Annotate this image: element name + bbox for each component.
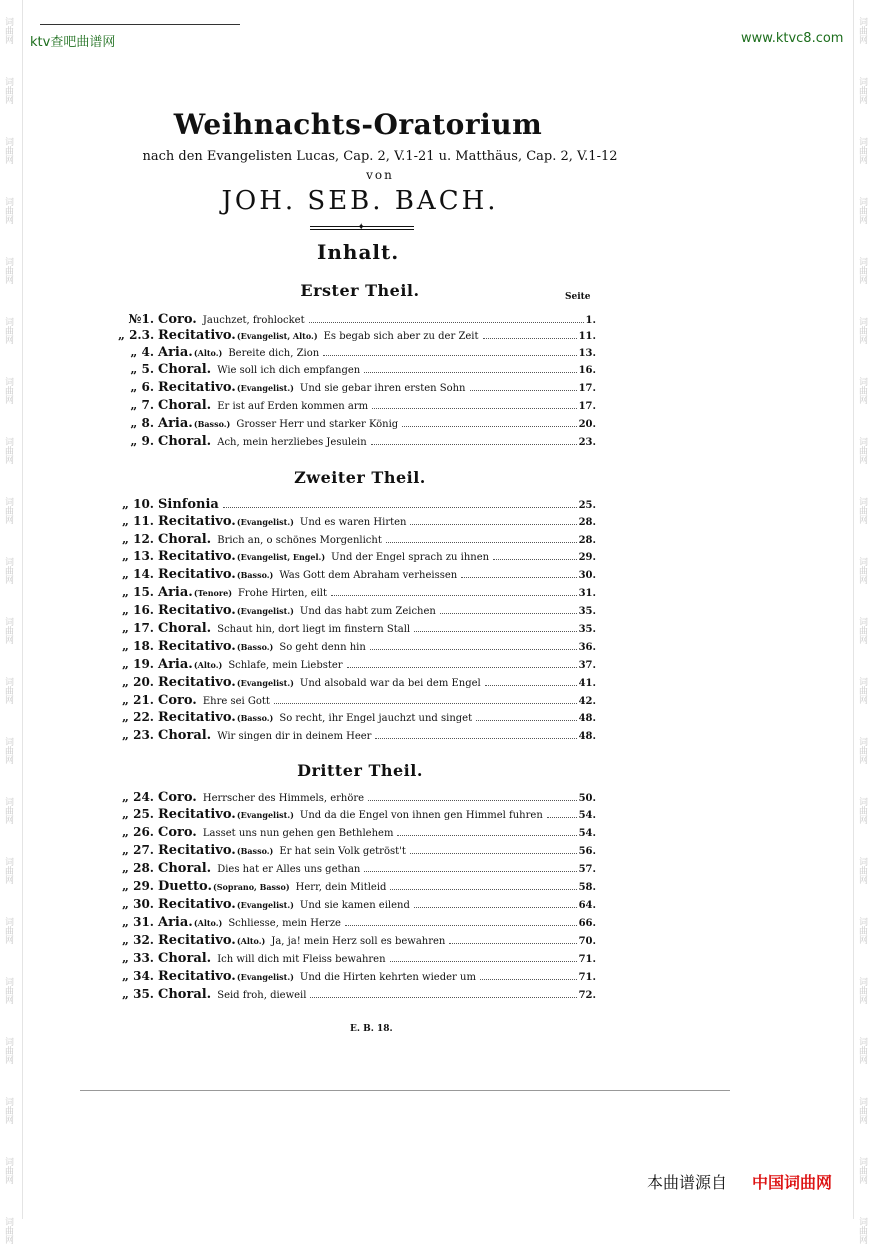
contents-entry — [118, 398, 596, 415]
entry-number: „ 34. — [122, 969, 154, 983]
entry-page-number: 23. — [578, 437, 596, 448]
contents-entry — [118, 790, 596, 807]
entry-movement-type: Choral. — [158, 434, 212, 449]
entry-movement-type: Choral. — [158, 987, 212, 1002]
entry-page-number: 25. — [578, 500, 596, 511]
entry-movement-type: Recitativo. — [158, 567, 236, 582]
dot-leader — [347, 667, 577, 668]
entry-number: „ 33. — [122, 951, 154, 965]
ornament-icon: ✦ — [357, 222, 366, 233]
entry-voice: (Basso.) — [236, 570, 274, 580]
contents-entry — [118, 915, 596, 932]
contents-entry — [118, 897, 596, 914]
entry-movement-type: Choral. — [158, 861, 212, 876]
entry-incipit: Und der Engel sprach zu ihnen — [331, 552, 490, 563]
entry-incipit: Und das habt zum Zeichen — [299, 606, 436, 617]
dot-leader — [483, 338, 577, 339]
watermark-footer-right: 中国词曲网 — [752, 1173, 833, 1192]
entry-movement-type: Coro. — [158, 312, 197, 327]
entry-page-number: 72. — [578, 990, 596, 1001]
entry-voice: (Evangelist.) — [236, 383, 294, 393]
entry-voice: (Evangelist.) — [236, 810, 294, 820]
entry-movement-type: Recitativo. — [158, 603, 236, 618]
entry-movement-type: Choral. — [158, 532, 212, 547]
entry-page-number: 17. — [578, 383, 596, 394]
entry-number: „ 10. — [122, 497, 154, 511]
entry-movement-type: Choral. — [158, 728, 212, 743]
watermark-glyphs: 词曲网 — [857, 616, 867, 644]
contents-entry — [118, 514, 596, 531]
entry-voice: (Soprano, Basso) — [212, 882, 290, 892]
contents-entry — [118, 675, 596, 692]
entry-page-number: 16. — [578, 365, 596, 376]
entry-incipit: Seid froh, dieweil — [217, 990, 307, 1001]
entry-number: „ 12. — [122, 532, 154, 546]
entry-incipit: Bereite dich, Zion — [228, 348, 320, 359]
entry-movement-type: Recitativo. — [158, 710, 236, 725]
entry-page-number: 54. — [578, 828, 596, 839]
watermark-column-right — [856, 0, 874, 1244]
entry-page-number: 13. — [578, 348, 596, 359]
watermark-glyphs: 词曲网 — [3, 796, 13, 824]
dot-leader — [364, 871, 576, 872]
entry-number: „ 26. — [122, 825, 154, 839]
contents-entry — [118, 825, 596, 842]
entry-incipit: Ach, mein herzliebes Jesulein — [217, 437, 367, 448]
entry-number: „ 6. — [130, 380, 154, 394]
page-column-label: Seite — [565, 292, 591, 302]
watermark-glyphs: 词曲网 — [857, 916, 867, 944]
dot-leader — [410, 524, 576, 525]
entry-page-number: 28. — [578, 535, 596, 546]
entry-movement-type: Aria. — [158, 657, 193, 672]
section-heading-2: Zweiter Theil. — [294, 468, 426, 487]
page-edge-left — [22, 0, 23, 1219]
watermark-glyphs: 词曲网 — [3, 556, 13, 584]
entry-number: „ 24. — [122, 790, 154, 804]
watermark-site-left: ktv查吧曲谱网 — [30, 35, 116, 50]
watermark-glyphs: 词曲网 — [3, 676, 13, 704]
watermark-glyphs: 词曲网 — [857, 796, 867, 824]
entry-page-number: 17. — [578, 401, 596, 412]
dot-leader — [309, 322, 584, 323]
entry-page-number: 28. — [578, 517, 596, 528]
dot-leader — [449, 943, 576, 944]
entry-page-number: 41. — [578, 678, 596, 689]
entry-incipit: Dies hat er Alles uns gethan — [217, 864, 361, 875]
watermark-glyphs: 词曲网 — [3, 916, 13, 944]
dot-leader — [390, 961, 577, 962]
watermark-glyphs: 词曲网 — [857, 676, 867, 704]
entry-voice: (Evangelist, Alto.) — [236, 331, 318, 341]
watermark-glyphs: 词曲网 — [857, 256, 867, 284]
entry-number: „ 30. — [122, 897, 154, 911]
entry-page-number: 48. — [578, 731, 596, 742]
entry-incipit: So recht, ihr Engel jauchzt und singet — [279, 713, 473, 724]
contents-entry — [118, 710, 596, 727]
entry-voice: (Evangelist.) — [236, 972, 294, 982]
contents-entry — [118, 807, 596, 824]
entry-incipit: Und es waren Hirten — [299, 517, 407, 528]
dot-leader — [375, 738, 576, 739]
entry-number: „ 14. — [122, 567, 154, 581]
entry-incipit: Ehre sei Gott — [202, 696, 270, 707]
entry-incipit: So geht denn hin — [279, 642, 366, 653]
contents-entry — [118, 603, 596, 620]
watermark-glyphs: 词曲网 — [857, 76, 867, 104]
entry-movement-type: Coro. — [158, 790, 197, 805]
entry-incipit: Schliesse, mein Herze — [228, 918, 341, 929]
entry-incipit: Frohe Hirten, eilt — [237, 588, 328, 599]
entry-voice: (Basso.) — [236, 846, 274, 856]
entry-movement-type: Recitativo. — [158, 514, 236, 529]
contents-entry — [118, 532, 596, 549]
contents-entry — [118, 549, 596, 566]
entry-movement-type: Recitativo. — [158, 933, 236, 948]
dot-leader — [397, 835, 576, 836]
entry-page-number: 71. — [578, 972, 596, 983]
contents-entry — [118, 497, 596, 514]
entry-voice: (Basso.) — [193, 419, 231, 429]
entry-number: „ 13. — [122, 549, 154, 563]
entry-movement-type: Recitativo. — [158, 843, 236, 858]
entry-number: №1. — [128, 312, 154, 326]
entry-movement-type: Choral. — [158, 951, 212, 966]
watermark-glyphs: 词曲网 — [3, 16, 13, 44]
watermark-glyphs: 词曲网 — [3, 76, 13, 104]
entry-page-number: 20. — [578, 419, 596, 430]
watermark-site-right: www.ktvc8.com — [741, 31, 844, 46]
entry-incipit: Brich an, o schönes Morgenlicht — [217, 535, 382, 546]
entry-voice: (Basso.) — [236, 713, 274, 723]
entry-page-number: 56. — [578, 846, 596, 857]
contents-entry — [118, 639, 596, 656]
entry-voice: (Alto.) — [193, 348, 223, 358]
watermark-glyphs: 词曲网 — [3, 376, 13, 404]
entry-movement-type: Recitativo. — [158, 380, 236, 395]
watermark-glyphs: 词曲网 — [3, 136, 13, 164]
entry-number: „ 27. — [122, 843, 154, 857]
entry-movement-type: Choral. — [158, 362, 212, 377]
entry-movement-type: Recitativo. — [158, 328, 236, 343]
contents-entry — [118, 987, 596, 1004]
watermark-glyphs: 词曲网 — [857, 976, 867, 1004]
entry-movement-type: Sinfonia — [158, 497, 219, 512]
entry-page-number: 54. — [578, 810, 596, 821]
watermark-glyphs: 词曲网 — [857, 196, 867, 224]
dot-leader — [274, 703, 577, 704]
entry-incipit: Es begab sich aber zu der Zeit — [323, 331, 479, 342]
dot-leader — [476, 720, 576, 721]
entry-number: „ 11. — [122, 514, 154, 528]
entry-movement-type: Recitativo. — [158, 969, 236, 984]
entry-incipit: Er hat sein Volk getröst't — [279, 846, 406, 857]
entry-number: „ 8. — [130, 416, 154, 430]
entry-movement-type: Aria. — [158, 915, 193, 930]
entry-number: „ 2.3. — [118, 328, 155, 342]
entry-number: „ 31. — [122, 915, 154, 929]
entry-movement-type: Recitativo. — [158, 807, 236, 822]
entry-movement-type: Choral. — [158, 621, 212, 636]
entry-page-number: 30. — [578, 570, 596, 581]
section-heading-3: Dritter Theil. — [297, 761, 423, 780]
watermark-glyphs: 词曲网 — [3, 496, 13, 524]
watermark-glyphs: 词曲网 — [3, 976, 13, 1004]
dot-leader — [470, 390, 577, 391]
entry-number: „ 9. — [130, 434, 154, 448]
watermark-glyphs: 词曲网 — [3, 256, 13, 284]
entry-voice: (Evangelist.) — [236, 517, 294, 527]
entry-page-number: 42. — [578, 696, 596, 707]
dot-leader — [390, 889, 576, 890]
contents-entry — [118, 312, 596, 329]
contents-entry — [118, 933, 596, 950]
contents-entry — [118, 843, 596, 860]
entry-voice: (Basso.) — [236, 642, 274, 652]
entry-incipit: Schaut hin, dort liegt im finstern Stall — [217, 624, 411, 635]
contents-entry — [118, 380, 596, 397]
watermark-glyphs: 词曲网 — [3, 1216, 13, 1244]
entry-page-number: 48. — [578, 713, 596, 724]
watermark-glyphs: 词曲网 — [857, 316, 867, 344]
entry-incipit: Grosser Herr und starker König — [236, 419, 399, 430]
entry-movement-type: Aria. — [158, 345, 193, 360]
entry-incipit: Wie soll ich dich empfangen — [217, 365, 361, 376]
entry-number: „ 28. — [122, 861, 154, 875]
contents-entry — [118, 693, 596, 710]
entry-number: „ 22. — [122, 710, 154, 724]
dot-leader — [310, 997, 576, 998]
contents-heading: Inhalt. — [317, 240, 400, 264]
entry-incipit: Schlafe, mein Liebster — [228, 660, 343, 671]
watermark-column-left — [2, 0, 20, 1244]
watermark-glyphs: 词曲网 — [857, 436, 867, 464]
entry-number: „ 16. — [122, 603, 154, 617]
entry-number: „ 35. — [122, 987, 154, 1001]
dot-leader — [485, 685, 577, 686]
entry-number: „ 15. — [122, 585, 154, 599]
entry-voice: (Alto.) — [236, 936, 266, 946]
entry-page-number: 66. — [578, 918, 596, 929]
entry-number: „ 32. — [122, 933, 154, 947]
entry-incipit: Was Gott dem Abraham verheissen — [279, 570, 458, 581]
entry-page-number: 29. — [578, 552, 596, 563]
dot-leader — [410, 853, 577, 854]
contents-entry — [118, 434, 596, 451]
entry-voice: (Tenore) — [193, 588, 232, 598]
entry-voice: (Evangelist.) — [236, 678, 294, 688]
watermark-glyphs: 词曲网 — [3, 1096, 13, 1124]
dot-leader — [493, 559, 577, 560]
dot-leader — [371, 444, 577, 445]
section-heading-1: Erster Theil. — [300, 281, 420, 300]
dot-leader — [386, 542, 577, 543]
contents-entry — [118, 621, 596, 638]
entry-page-number: 70. — [578, 936, 596, 947]
watermark-glyphs: 词曲网 — [857, 1096, 867, 1124]
dot-leader — [223, 507, 577, 508]
contents-entry — [118, 567, 596, 584]
watermark-glyphs: 词曲网 — [3, 196, 13, 224]
page-title: Weihnachts-Oratorium — [173, 108, 543, 141]
watermark-glyphs: 词曲网 — [857, 1216, 867, 1244]
entry-movement-type: Recitativo. — [158, 675, 236, 690]
entry-voice: (Evangelist.) — [236, 900, 294, 910]
entry-movement-type: Recitativo. — [158, 639, 236, 654]
entry-incipit: Und sie kamen eilend — [299, 900, 410, 911]
catalog-code: E. B. 18. — [350, 1024, 393, 1034]
watermark-glyphs: 词曲网 — [857, 1156, 867, 1184]
dot-leader — [461, 577, 576, 578]
entry-page-number: 31. — [578, 588, 596, 599]
dot-leader — [414, 907, 577, 908]
entry-voice: (Evangelist.) — [236, 606, 294, 616]
page-edge-right — [853, 0, 854, 1219]
entry-incipit: Herrscher des Himmels, erhöre — [202, 793, 365, 804]
entry-incipit: Jauchzet, frohlocket — [202, 315, 305, 326]
entry-number: „ 7. — [130, 398, 154, 412]
entry-number: „ 21. — [122, 693, 154, 707]
entry-incipit: Und sie gebar ihren ersten Sohn — [299, 383, 466, 394]
watermark-glyphs: 词曲网 — [857, 856, 867, 884]
contents-entry — [118, 585, 596, 602]
watermark-glyphs: 词曲网 — [3, 1156, 13, 1184]
entry-incipit: Und da die Engel von ihnen gen Himmel fuhren — [299, 810, 543, 821]
contents-entry — [118, 328, 596, 345]
entry-incipit: Wir singen dir in deinem Heer — [217, 731, 372, 742]
dot-leader — [372, 408, 576, 409]
bottom-rule — [80, 1090, 730, 1091]
entry-page-number: 37. — [578, 660, 596, 671]
entry-page-number: 58. — [578, 882, 596, 893]
composer: JOH. SEB. BACH. — [221, 186, 499, 216]
entry-page-number: 11. — [578, 331, 596, 342]
contents-entry — [118, 345, 596, 362]
entry-page-number: 35. — [578, 624, 596, 635]
contents-entry — [118, 951, 596, 968]
watermark-glyphs: 词曲网 — [857, 376, 867, 404]
contents-entry — [118, 657, 596, 674]
contents-entry — [118, 416, 596, 433]
dot-leader — [440, 613, 577, 614]
entry-movement-type: Coro. — [158, 825, 197, 840]
entry-page-number: 57. — [578, 864, 596, 875]
dot-leader — [364, 372, 576, 373]
watermark-glyphs: 词曲网 — [857, 136, 867, 164]
watermark-glyphs: 词曲网 — [3, 736, 13, 764]
entry-page-number: 71. — [578, 954, 596, 965]
von-label: von — [366, 168, 394, 182]
watermark-glyphs: 词曲网 — [857, 556, 867, 584]
watermark-glyphs: 词曲网 — [857, 1036, 867, 1064]
entry-page-number: 36. — [578, 642, 596, 653]
dot-leader — [414, 631, 576, 632]
entry-number: „ 18. — [122, 639, 154, 653]
watermark-glyphs: 词曲网 — [3, 316, 13, 344]
watermark-glyphs: 词曲网 — [857, 16, 867, 44]
entry-voice: (Alto.) — [193, 660, 223, 670]
entry-page-number: 50. — [578, 793, 596, 804]
top-rule — [40, 24, 240, 25]
entry-incipit: Herr, dein Mitleid — [295, 882, 387, 893]
entry-movement-type: Aria. — [158, 585, 193, 600]
watermark-glyphs: 词曲网 — [3, 616, 13, 644]
subtitle: nach den Evangelisten Lucas, Cap. 2, V.1-21 u. Matthäus, Cap. 2, V.1-12 — [142, 149, 618, 164]
dot-leader — [368, 800, 577, 801]
contents-entry — [118, 861, 596, 878]
entry-incipit: Und die Hirten kehrten wieder um — [299, 972, 476, 983]
entry-movement-type: Aria. — [158, 416, 193, 431]
contents-entry — [118, 728, 596, 745]
watermark-glyphs: 词曲网 — [857, 496, 867, 524]
dot-leader — [480, 979, 577, 980]
contents-entry — [118, 362, 596, 379]
watermark-glyphs: 词曲网 — [857, 736, 867, 764]
entry-number: „ 19. — [122, 657, 154, 671]
entry-number: „ 20. — [122, 675, 154, 689]
watermark-glyphs: 词曲网 — [3, 436, 13, 464]
entry-page-number: 1. — [585, 315, 596, 326]
entry-incipit: Und alsobald war da bei dem Engel — [299, 678, 481, 689]
watermark-footer-left: 本曲谱源自 — [647, 1173, 728, 1192]
watermark-glyphs: 词曲网 — [3, 1036, 13, 1064]
entry-voice: (Alto.) — [193, 918, 223, 928]
dot-leader — [323, 355, 576, 356]
entry-incipit: Er ist auf Erden kommen arm — [217, 401, 369, 412]
dot-leader — [370, 649, 577, 650]
entry-voice: (Evangelist, Engel.) — [236, 552, 326, 562]
entry-incipit: Lasset uns nun gehen gen Bethlehem — [202, 828, 394, 839]
entry-number: „ 29. — [122, 879, 154, 893]
contents-entry — [118, 879, 596, 896]
entry-number: „ 23. — [122, 728, 154, 742]
entry-movement-type: Recitativo. — [158, 897, 236, 912]
entry-number: „ 4. — [130, 345, 154, 359]
entry-incipit: Ich will dich mit Fleiss bewahren — [217, 954, 386, 965]
entry-page-number: 64. — [578, 900, 596, 911]
entry-number: „ 5. — [130, 362, 154, 376]
entry-number: „ 25. — [122, 807, 154, 821]
entry-page-number: 35. — [578, 606, 596, 617]
entry-movement-type: Recitativo. — [158, 549, 236, 564]
contents-entry — [118, 969, 596, 986]
entry-movement-type: Duetto. — [158, 879, 212, 894]
entry-movement-type: Choral. — [158, 398, 212, 413]
entry-movement-type: Coro. — [158, 693, 197, 708]
entry-number: „ 17. — [122, 621, 154, 635]
dot-leader — [547, 817, 577, 818]
dot-leader — [331, 595, 577, 596]
dot-leader — [402, 426, 576, 427]
watermark-glyphs: 词曲网 — [3, 856, 13, 884]
entry-incipit: Ja, ja! mein Herz soll es bewahren — [271, 936, 446, 947]
dot-leader — [345, 925, 577, 926]
